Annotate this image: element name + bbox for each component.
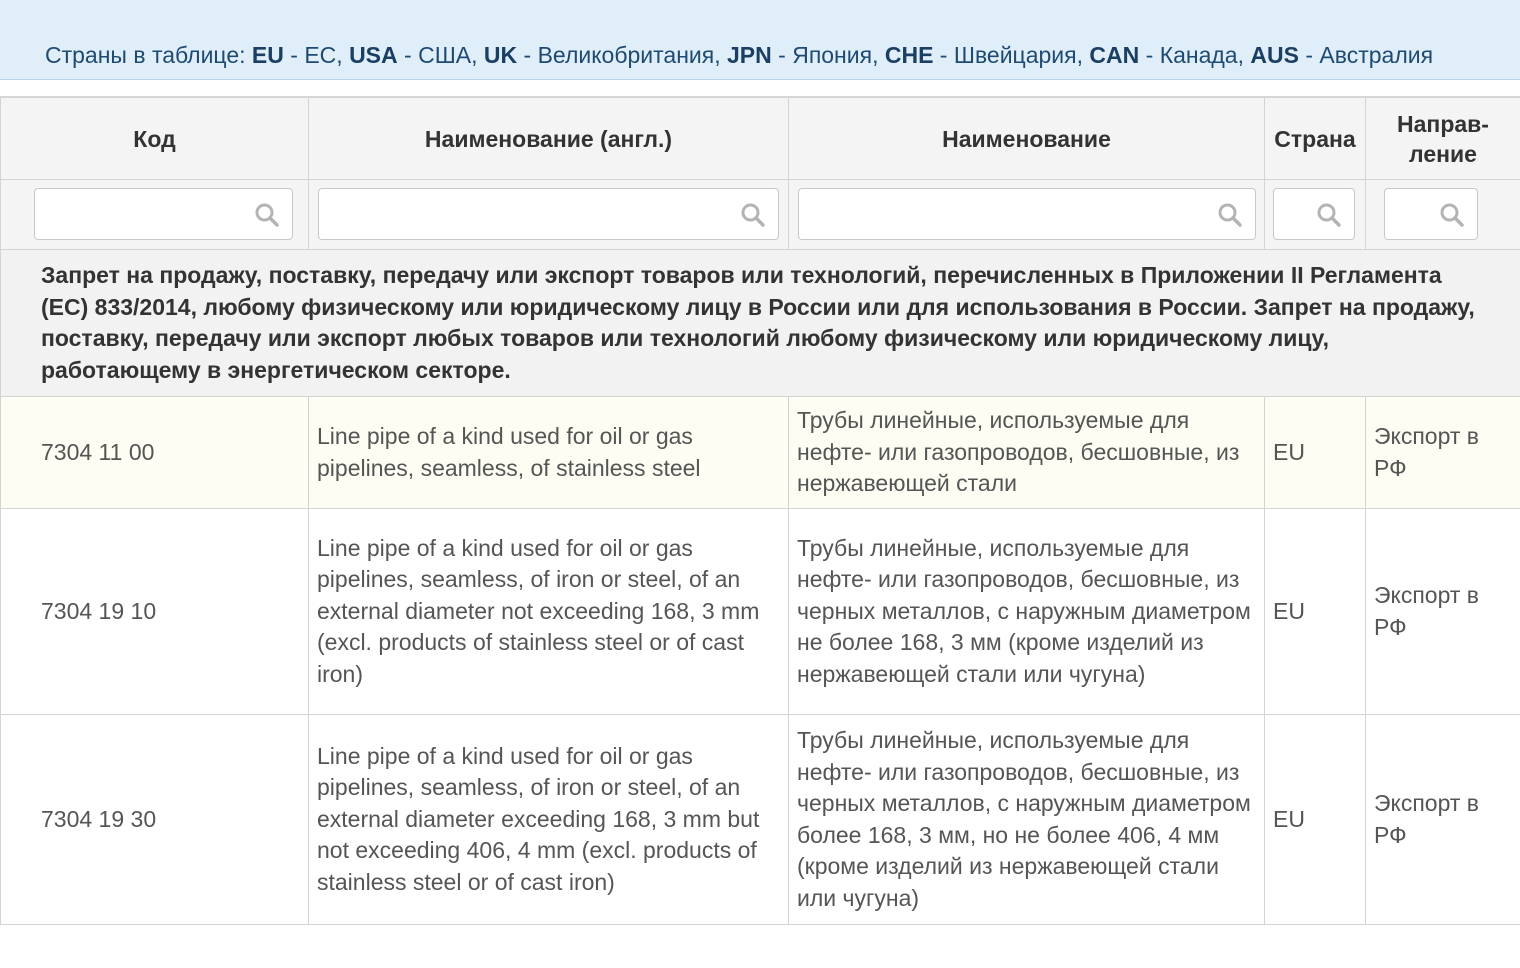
search-icon[interactable]	[1439, 202, 1465, 228]
legend-country-name: Великобритания	[537, 42, 715, 68]
search-icon[interactable]	[740, 202, 766, 228]
group-description: Запрет на продажу, поставку, передачу или экспорт товаров или технологий, перечисленных в Приложении II Регламента (ЕС) 833/2014, любому физическому или юридическому лицу в России или для использования в России. Запрет на продажу, поставку, передачу или экспорт любых товаров или технологий любому физическому или юридическому лицу, работающему в энергетическом секторе.	[1, 250, 1520, 397]
cell-direction: Экспорт в РФ	[1366, 509, 1520, 715]
filter-row	[1, 180, 1520, 250]
legend-country-name: Швейцария	[953, 42, 1077, 68]
filter-cell-country	[1265, 180, 1366, 250]
cell-country: EU	[1265, 397, 1366, 509]
direction-filter-field[interactable]	[1384, 188, 1478, 240]
sanctions-table	[0, 97, 1520, 925]
name-en-filter-input[interactable]	[319, 189, 778, 239]
cell-direction: Экспорт в РФ	[1366, 397, 1520, 509]
legend-country-name: Япония	[792, 42, 873, 68]
name-en-filter-field[interactable]	[318, 188, 779, 240]
legend-prefix: Страны в таблице:	[45, 42, 252, 68]
name-ru-filter-field[interactable]	[798, 188, 1256, 240]
legend-code: CHE	[884, 42, 934, 68]
direction-header-line2: ление	[1409, 140, 1477, 167]
countries-legend-bar	[0, 0, 1520, 80]
cell-code: 7304 11 00	[1, 397, 309, 509]
cell-name-ru: Трубы линейные, используемые для нефте- или газопроводов, бесшовные, из нержавеющей стали	[789, 397, 1265, 509]
cell-direction: Экспорт в РФ	[1366, 715, 1520, 925]
legend-code: CAN	[1089, 42, 1140, 68]
legend-country-name: Канада	[1159, 42, 1238, 68]
legend-code: USA	[349, 42, 398, 68]
cell-country: EU	[1265, 509, 1366, 715]
cell-name-ru: Трубы линейные, используемые для нефте- или газопроводов, бесшовные, из черных металлов, с наружным диаметром более 168, 3 мм, но не более 406, 4 мм (кроме изделий из нержавеющей стали или чугуна)	[789, 715, 1265, 925]
country-filter-field[interactable]	[1273, 188, 1355, 240]
column-header-direction[interactable]	[1366, 98, 1520, 180]
cell-name-en: Line pipe of a kind used for oil or gas pipelines, seamless, of stainless steel	[309, 397, 789, 509]
code-filter-field[interactable]	[34, 188, 293, 240]
legend-code: UK	[483, 42, 518, 68]
column-header-name-ru[interactable]: Наименование	[789, 98, 1265, 180]
table-row[interactable]	[1, 715, 1520, 925]
cell-name-en: Line pipe of a kind used for oil or gas pipelines, seamless, of iron or steel, of an external diameter not exceeding 168, 3 mm (excl. products of stainless steel or of cast iron)	[309, 509, 789, 715]
cell-name-ru: Трубы линейные, используемые для нефте- или газопроводов, бесшовные, из черных металлов, с наружным диаметром не более 168, 3 мм (кроме изделий из нержавеющей стали или чугуна)	[789, 509, 1265, 715]
table-row[interactable]	[1, 397, 1520, 509]
cell-name-en: Line pipe of a kind used for oil or gas pipelines, seamless, of iron or steel, of an external diameter exceeding 168, 3 mm but not exceeding 406, 4 mm (excl. products of stainless steel or of cast iron)	[309, 715, 789, 925]
legend-code: JPN	[727, 42, 772, 68]
name-ru-filter-input[interactable]	[799, 189, 1255, 239]
cell-code: 7304 19 10	[1, 509, 309, 715]
column-header-country[interactable]: Страна	[1265, 98, 1366, 180]
country-filter-input[interactable]	[1274, 189, 1354, 239]
legend-country-name: Австралия	[1319, 42, 1434, 68]
group-row	[1, 250, 1520, 397]
search-icon[interactable]	[254, 202, 280, 228]
cell-code: 7304 19 30	[1, 715, 309, 925]
filter-cell-name-ru	[789, 180, 1265, 250]
column-header-code[interactable]: Код	[1, 98, 309, 180]
legend-country-name: ЕС	[304, 42, 337, 68]
cell-country: EU	[1265, 715, 1366, 925]
column-header-name-en[interactable]: Наименование (англ.)	[309, 98, 789, 180]
legend-code: AUS	[1250, 42, 1299, 68]
filter-cell-code	[1, 180, 309, 250]
search-icon[interactable]	[1217, 202, 1243, 228]
legend-country-name: США	[418, 42, 472, 68]
search-icon[interactable]	[1316, 202, 1342, 228]
legend-code: EU	[251, 42, 284, 68]
table-row[interactable]	[1, 509, 1520, 715]
table-header-row	[1, 98, 1520, 180]
countries-legend: Страны в таблице: EU - ЕС, USA - США, UK - Великобритания, JPN - Япония, CHE - Швейцария, CAN - Канада, AUS - Австралия	[45, 42, 1434, 68]
filter-cell-direction	[1366, 180, 1520, 250]
direction-header-line1: Направ-	[1397, 110, 1489, 137]
filter-cell-name-en	[309, 180, 789, 250]
